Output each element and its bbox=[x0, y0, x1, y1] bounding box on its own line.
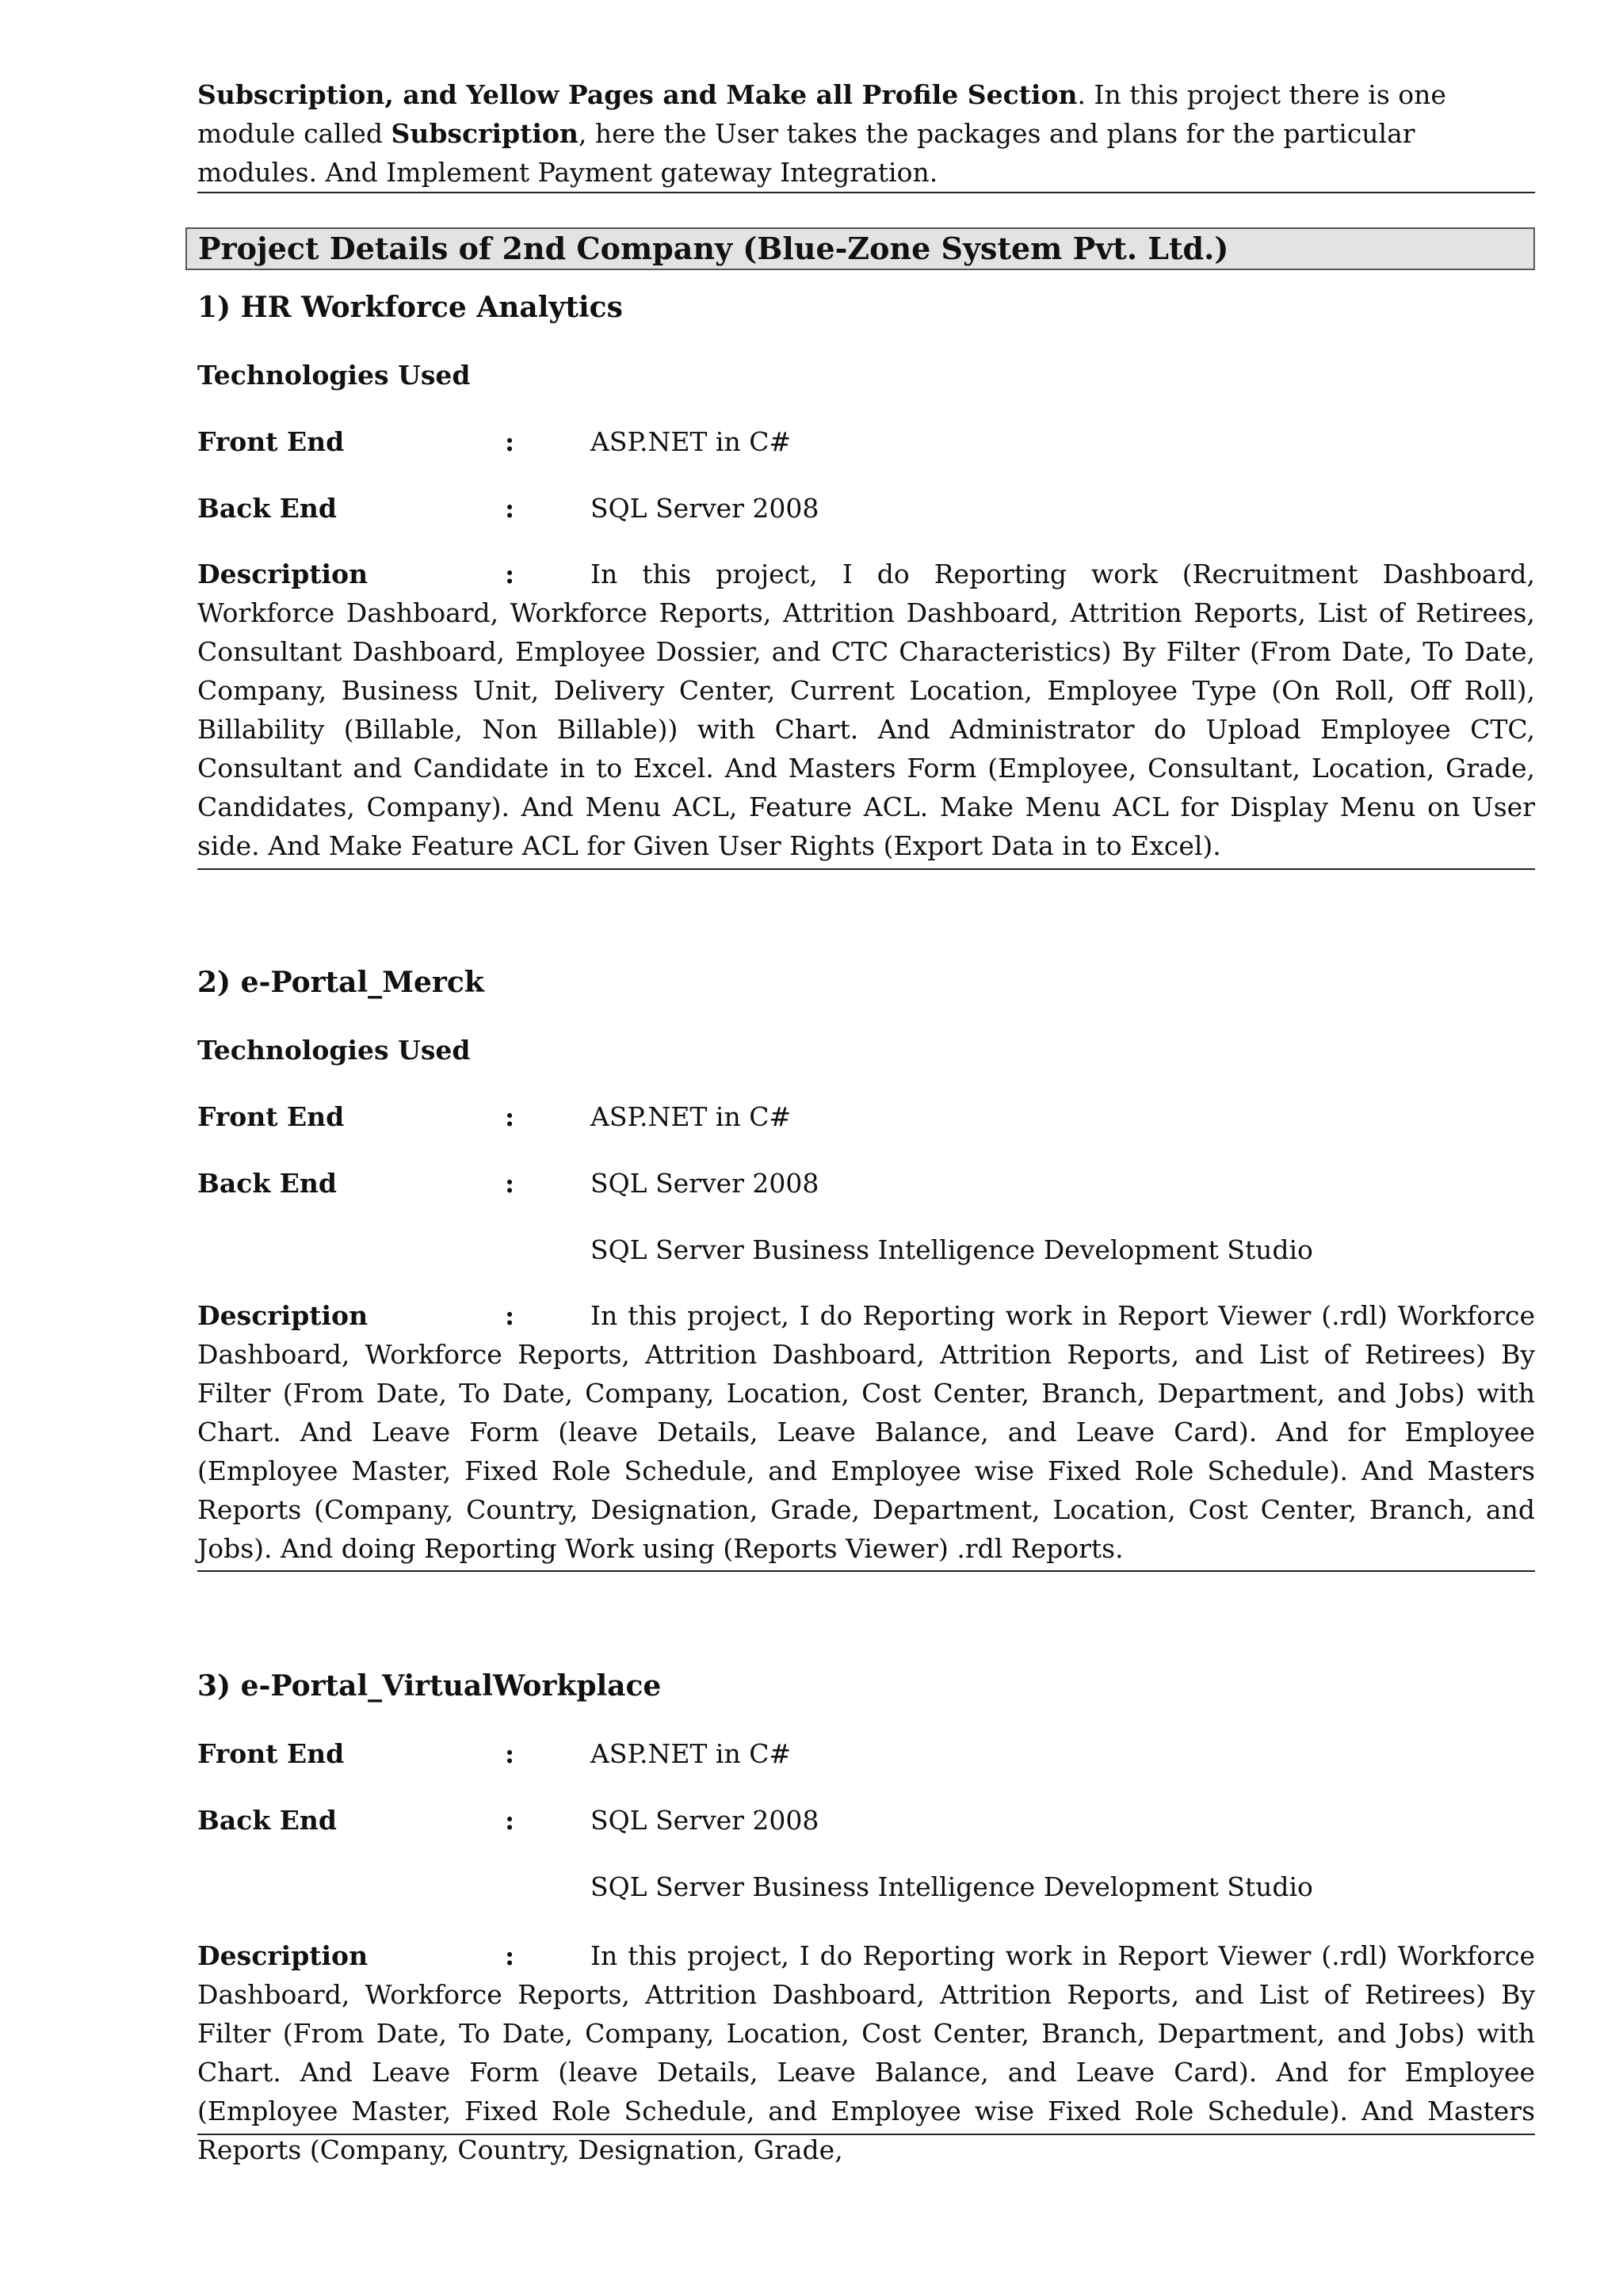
colon: : bbox=[505, 1300, 515, 1331]
colon: : bbox=[505, 493, 515, 524]
intro-paragraph bbox=[197, 75, 1535, 192]
front-end-value: ASP.NET in C# bbox=[590, 1101, 792, 1132]
colon: : bbox=[505, 1805, 515, 1836]
project-2-front-end-row bbox=[197, 1100, 1535, 1135]
project-1-back-end-row bbox=[197, 491, 1535, 526]
description-label: Description bbox=[197, 1300, 369, 1331]
colon: : bbox=[505, 1168, 515, 1199]
project-2-back-end-row-2 bbox=[197, 1233, 1535, 1268]
project-3-back-end-row-2 bbox=[197, 1870, 1535, 1905]
back-end-value-2: SQL Server Business Intelligence Development Studio bbox=[590, 1234, 1313, 1265]
divider bbox=[197, 192, 1535, 193]
back-end-value: SQL Server 2008 bbox=[590, 493, 819, 524]
description-label: Description bbox=[197, 1940, 369, 1971]
colon: : bbox=[505, 426, 515, 457]
description-text: In this project, I do Reporting work in Report Viewer (.rdl) Workforce Dashboard, Workforce Reports, Attrition Dashboard, Attrition Reports, and List of Retirees) By Filter (From Date, To Date, Company, Location, Cost Center, Branch, Department, and Jobs) with Chart. And Leave Form (leave Details, Leave Balance, and Leave Card). And for Employee (Employee Master, Fixed Role Schedule, and Employee wise Fixed Role Schedule). And Masters Reports (Company, Country, Designation, Grade, bbox=[197, 1940, 1535, 2165]
colon: : bbox=[505, 1738, 515, 1769]
front-end-label: Front End bbox=[197, 426, 345, 457]
colon: : bbox=[505, 1101, 515, 1132]
project-3-title: 3) e-Portal_VirtualWorkplace bbox=[197, 1669, 662, 1703]
project-1-title: 1) HR Workforce Analytics bbox=[197, 291, 623, 324]
divider bbox=[197, 1570, 1535, 1572]
back-end-label: Back End bbox=[197, 1805, 337, 1836]
back-end-label: Back End bbox=[197, 1168, 337, 1199]
project-1-description bbox=[197, 555, 1535, 865]
front-end-value: ASP.NET in C# bbox=[590, 426, 792, 457]
project-3-front-end-row bbox=[197, 1737, 1535, 1772]
project-2-title: 2) e-Portal_Merck bbox=[197, 966, 484, 999]
intro-bold-1: Subscription, and Yellow Pages and Make all Profile Section bbox=[197, 79, 1078, 110]
back-end-value: SQL Server 2008 bbox=[590, 1168, 819, 1199]
project-2-back-end-row bbox=[197, 1166, 1535, 1201]
colon: : bbox=[505, 1940, 515, 1971]
back-end-label: Back End bbox=[197, 493, 337, 524]
divider bbox=[197, 868, 1535, 870]
project-2-description bbox=[197, 1296, 1535, 1568]
intro-text-1: . In this project there is one module called bbox=[197, 79, 1446, 149]
description-text: In this project, I do Reporting work in Report Viewer (.rdl) Workforce Dashboard, Workforce Reports, Attrition Dashboard, Attrition Reports, and List of Retirees) By Filter (From Date, To Date, Company, Location, Cost Center, Branch, Department, and Jobs) with Chart. And Leave Form (leave Details, Leave Balance, and Leave Card). And for Employee (Employee Master, Fixed Role Schedule, and Employee wise Fixed Role Schedule). And Masters Reports (Company, Country, Designation, Grade, Department, Location, Cost Center, Branch, and Jobs). And doing Reporting Work using (Reports Viewer) .rdl Reports. bbox=[197, 1300, 1535, 1564]
description-text: In this project, I do Reporting work (Recruitment Dashboard, Workforce Dashboard, Workforce Reports, Attrition Dashboard, Attrition Reports, List of Retirees, Consultant Dashboard, Employee Dossier, and CTC Characteristics) By Filter (From Date, To Date, Company, Business Unit, Delivery Center, Current Location, Employee Type (On Roll, Off Roll), Billability (Billable, Non Billable)) with Chart. And Administrator do Upload Employee CTC, Consultant and Candidate in to Excel. And Masters Form (Employee, Consultant, Location, Grade, Candidates, Company). And Menu ACL, Feature ACL. Make Menu ACL for Display Menu on User side. And Make Feature ACL for Given User Rights (Export Data in to Excel). bbox=[197, 559, 1535, 861]
project-1-tech-heading: Technologies Used bbox=[197, 360, 471, 391]
intro-text-2: , here the User takes the packages and plans for the particular modules. And Implement Payment gateway Integration. bbox=[197, 118, 1415, 188]
divider bbox=[197, 2134, 1535, 2135]
project-3-back-end-row bbox=[197, 1803, 1535, 1838]
section-title: Project Details of 2nd Company (Blue-Zone System Pvt. Ltd.) bbox=[185, 227, 1535, 270]
back-end-value: SQL Server 2008 bbox=[590, 1805, 819, 1836]
project-2-tech-heading: Technologies Used bbox=[197, 1035, 471, 1066]
front-end-label: Front End bbox=[197, 1738, 345, 1769]
front-end-value: ASP.NET in C# bbox=[590, 1738, 792, 1769]
description-label: Description bbox=[197, 559, 369, 589]
intro-bold-2: Subscription bbox=[391, 118, 579, 149]
project-1-front-end-row bbox=[197, 425, 1535, 460]
back-end-value-2: SQL Server Business Intelligence Development Studio bbox=[590, 1871, 1313, 1902]
colon: : bbox=[505, 559, 515, 589]
front-end-label: Front End bbox=[197, 1101, 345, 1132]
